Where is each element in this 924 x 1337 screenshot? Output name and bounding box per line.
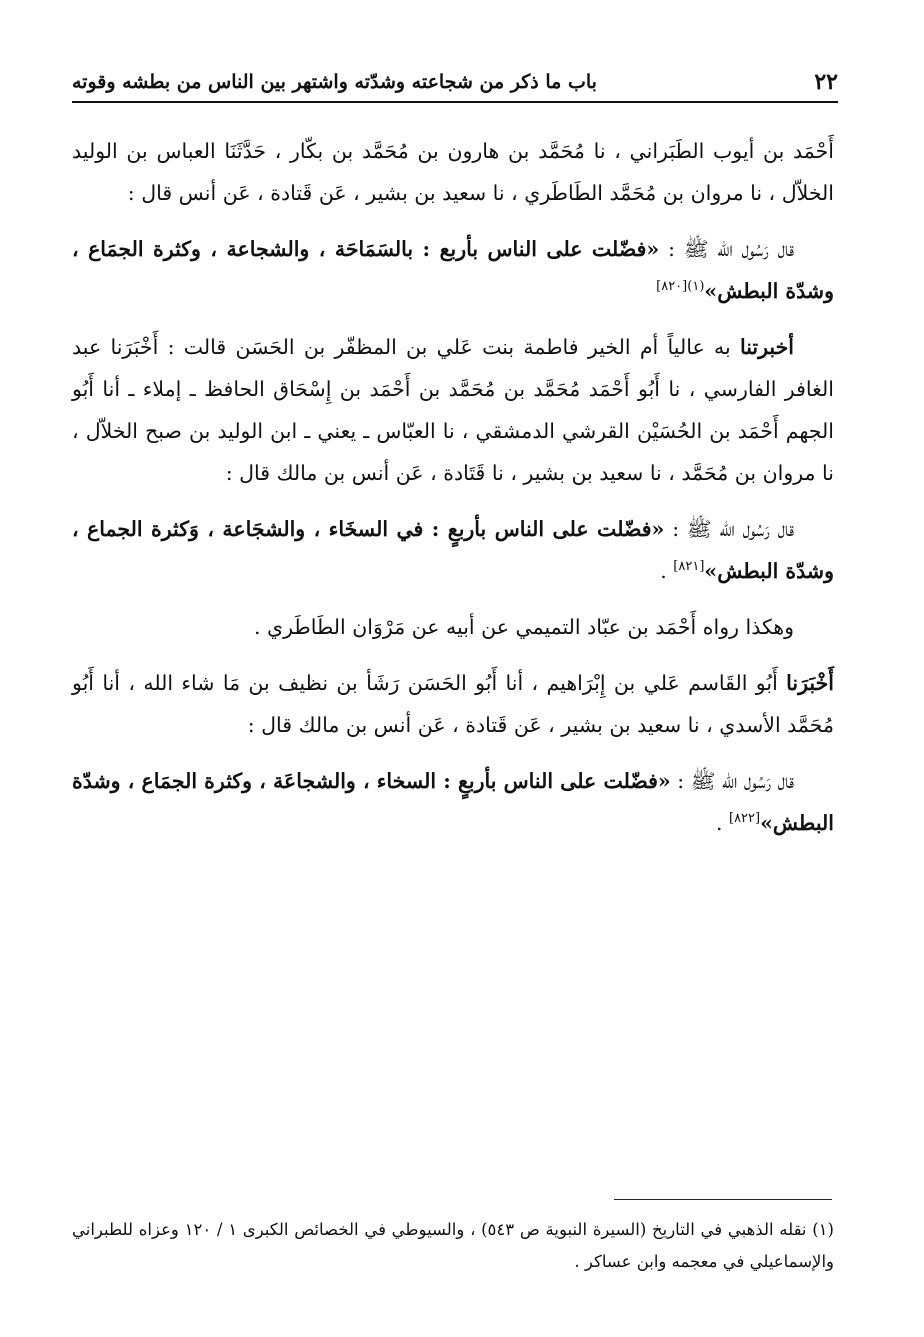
isnad-paragraph-2	[72, 326, 834, 494]
paragraph-text: وهكذا رواه أَحْمَد بن عبّاد التميمي عن أبيه عن مَرْوَان الطَاطَري .	[254, 615, 794, 639]
paragraph-tail: .	[715, 811, 729, 835]
hadith-lead: قال رَسُول الله ﷺ :	[664, 517, 794, 541]
hadith-paragraph-2	[72, 508, 834, 592]
transmission-term: أخبرتنا	[739, 335, 794, 359]
hadith-text: «فضّلت على الناس بأربعٍ : السخاء ، والشجاعَة ، وكثرة الجمَاع ، وشدّة البطش»	[72, 769, 834, 835]
isnad-paragraph-1	[72, 130, 834, 214]
hadith-lead: قال رَسُول الله ﷺ :	[670, 769, 794, 793]
hadith-text: «فضّلت على الناس بأربع : بالسَمَاحَة ، والشجاعة ، وكثرة الجمَاع ، وشدّة البطش»	[72, 237, 834, 303]
page-header	[72, 62, 838, 102]
header-divider	[72, 101, 838, 103]
reference-marker: [٨٢٢]	[728, 811, 761, 827]
paragraph-text: به عالياً أم الخير فاطمة بنت عَلي بن المظفّر بن الحَسَن قالت : أَخْبَرَنا عبد الغافر الفارسي ، نا أَبُو أَحْمَد مُحَمَّد بن مُحَمَّد بن أَحْمَد بن إِسْحَاق الحافظ ـ إملاء ـ أنا أَبُو الجهم أَحْمَد بن الحُسَيْن القرشي الدمشقي ، نا العبّاس ـ يعني ـ ابن الوليد بن صبح الخلاّل ، نا مروان بن مُحَمَّد ، نا سعيد بن بشير ، نا قَتَادة ، عَن أنس بن مالك قال :	[72, 335, 834, 485]
hadith-paragraph-3	[72, 760, 834, 844]
paragraph-tail: .	[660, 559, 674, 583]
footnote-text: (١) نقله الذهبي في التاريخ (السيرة النبوية ص ٥٤٣) ، والسيوطي في الخصائص الكبرى ١ / ١٢٠ وعزاه للطبراني والإسماعيلي في معجمه وابن عساكر .	[72, 1220, 834, 1271]
page-body	[72, 130, 834, 858]
page-number: ٢٢	[814, 69, 838, 95]
paragraph-text: أَحْمَد بن أيوب الطَبَراني ، نا مُحَمَّد بن هارون بن مُحَمَّد بن بكّار ، حَدَّثَنَا العباس بن الوليد الخلاّل ، نا مروان بن مُحَمَّد الطَاطَري ، نا سعيد بن بشير ، عَن قَتادة ، عَن أنس قال :	[72, 139, 834, 205]
transmission-term: أَخْبَرَنا	[786, 671, 834, 695]
reference-marker: [٨٢١]	[673, 559, 705, 575]
footnote	[72, 1214, 834, 1278]
hadith-lead: قال رَسُول الله ﷺ :	[659, 237, 794, 261]
isnad-paragraph-3	[72, 662, 834, 746]
running-title: باب ما ذكر من شجاعته وشدّته واشتهر بين الناس من بطشه وقوته	[72, 71, 597, 93]
reference-marker: (١)[٨٢٠]	[656, 279, 705, 295]
hadith-paragraph-1	[72, 228, 834, 312]
note-paragraph	[72, 606, 834, 648]
paragraph-text: أَبُو القَاسم عَلي بن إِبْرَاهيم ، أنا أَبُو الحَسَن رَشَأ بن نظيف بن مَا شاء الله ، أنا أَبُو مُحَمَّد الأسدي ، نا سعيد بن بشير ، عَن قَتادة ، عَن أنس بن مالك قال :	[72, 671, 834, 737]
footnote-divider	[614, 1199, 832, 1200]
hadith-text: «فضّلت على الناس بأربعٍ : في السخَاء ، والشجَاعة ، وَكثرة الجماع ، وشدّة البطش»	[72, 517, 834, 583]
